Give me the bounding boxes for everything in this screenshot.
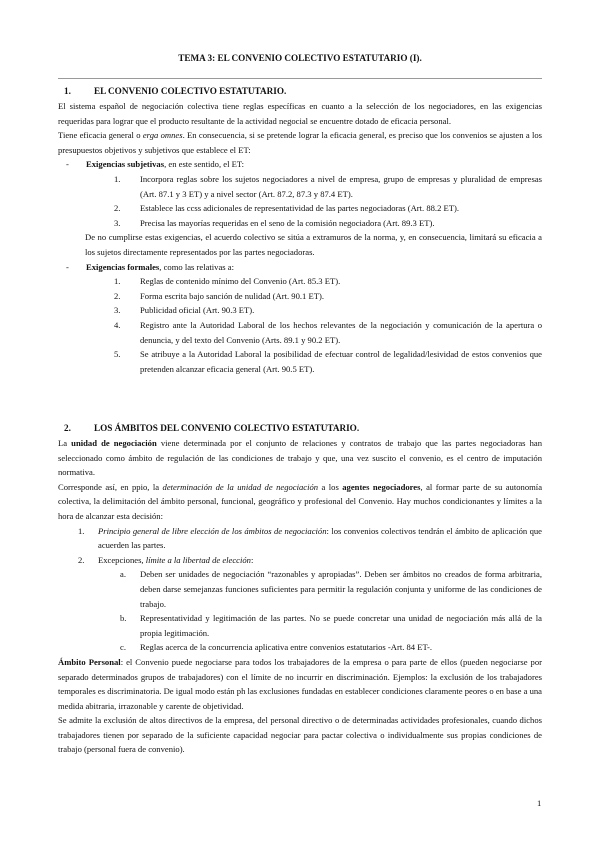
section-1-number: 1. (64, 86, 71, 96)
subjective-item-2: 2. Establece las ccss adicionales de representatividad de las partes negociadoras (Art. 88.2 ET). (114, 203, 460, 214)
s1-paragraph-1: El sistema español de negociación colectiva tiene reglas específicas en cuanto a la selección de los negociadores, en las exigencias requeridas para lograr que el producto resultante de la actividad negocial se encuentre dotado de eficacia personal. (58, 101, 542, 126)
subjective-consequence: De no cumplirse estas exigencias, el acuerdo colectivo se sitúa a extramuros de la norma, y, en consecuencia, limitará su eficacia a los sujetos directamente representados por las partes negociadoras. (85, 232, 542, 257)
limit-item-a: a. Deben ser unidades de negociación “razonables y apropiadas”. Deben ser ámbitos no creados de forma arbitraria, deben darse semejanzas funciones suficientes para permitir la regulación conjunta y uniforme de las condiciones de trabajo. (120, 569, 542, 609)
scope-item-2: 2. Excepciones, límite a la libertad de elección: (78, 554, 254, 565)
scope-item-1: 1. Principio general de libre elección de los ámbitos de negociación: los convenios colectivos tendrán el ámbito de aplicación que acuerden las partes. (78, 525, 542, 551)
exclusion-paragraph: Se admite la exclusión de altos directivos de la empresa, del personal directivo o de determinadas actividades profesionales, cuando dichos trabajadores tienen por separado de la suficiente capacidad negociar para pactar colectiva o individualmente sus propias condiciones de trabajo (personal fuera de convenio). (58, 715, 542, 755)
formal-item-2: 2. Forma escrita bajo sanción de nulidad (Art. 90.1 ET). (114, 290, 324, 301)
title-divider (58, 78, 542, 79)
section-1-body (58, 99, 542, 376)
subjective-item-1: 1. Incorpora reglas sobre los sujetos negociadores a nivel de empresa, grupo de empresas y pluralidad de empresas (Art. 87.1 y 3 ET) y a nivel sector (Art. 87.2, 87.3 y 87.4 ET). (114, 173, 542, 199)
formal-item-5: 5. Se atribuye a la Autoridad Laboral la posibilidad de efectuar control de legalidad/lesividad de estos convenios que pretenden alcanzar eficacia general (Art. 90.5 ET). (114, 349, 542, 374)
subjective-item-3: 3. Precisa las mayorías requeridas en el seno de la comisión negociadora (Art. 89.3 ET). (114, 217, 435, 228)
section-1-heading (58, 84, 542, 99)
page-number: 1 (537, 798, 542, 808)
section-1-title: EL CONVENIO COLECTIVO ESTATUTARIO. (94, 86, 287, 96)
section-2-heading (58, 421, 542, 436)
s1-paragraph-2: Tiene eficacia general o erga omnes. En consecuencia, si se pretende lograr la eficacia general, es preciso que los convenios se ajusten a los presupuestos objetivos y subjetivos que establece el ET: (58, 130, 542, 155)
formal-item-3: 3. Publicidad oficial (Art. 90.3 ET). (114, 305, 255, 316)
dash-formal: - Exigencias formales, como las relativas a: (66, 261, 234, 272)
limit-item-c: c. Reglas acerca de la concurrencia aplicativa entre convenios estatutarios -Art. 84 ET-. (120, 642, 432, 653)
ambito-personal-paragraph: Ámbito Personal: el Convenio puede negociarse para todos los trabajadores de la empresa o para parte de ellos (pueden negociarse por separado determinados grupos de trabajadores) con el límite de no incurrir en discriminación. Ejemplos: la exclusión de los trabajadores temporales es discriminatoria. De igual modo están ph las exclusiones fundadas en establecer condiciones claramente peores o en base a una medida abitraria, irrazonable y carente de objetividad. (58, 656, 542, 711)
document-title: TEMA 3: EL CONVENIO COLECTIVO ESTATUTARIO (I). (178, 53, 422, 63)
section-2-body (58, 436, 542, 757)
formal-item-4: 4. Registro ante la Autoridad Laboral de los hechos relevantes de la negociación y comunicación de la apertura o denuncia, y del texto del Convenio (Arts. 89.1 y 90.2 ET). (114, 319, 542, 345)
section-2-number: 2. (64, 423, 71, 433)
section-2-title: LOS ÁMBITOS DEL CONVENIO COLECTIVO ESTATUTARIO. (94, 423, 360, 433)
s2-paragraph-2: Corresponde así, en ppio, la determinación de la unidad de negociación a los agentes negociadores, al formar parte de su autonomía colectiva, la delimitación del ámbito personal, funcional, geográfico y profesional del Convenio. Hay muchos condicionantes y límites a la hora de alcanzar esta decisión: (58, 481, 543, 521)
s2-paragraph-1: La unidad de negociación viene determinada por el conjunto de relaciones y contratos de trabajo que las partes negociadoras han seleccionado como ámbito de regulación de las condiciones de trabajo y que, una vez suscito el convenio, es el centro de imputación normativa. (58, 438, 542, 478)
formal-item-1: 1. Reglas de contenido mínimo del Convenio (Art. 85.3 ET). (114, 276, 341, 287)
dash-subjective: - Exigencias subjetivas, en este sentido, el ET: (66, 159, 245, 170)
limit-item-b: b. Representatividad y legitimación de las partes. No se puede concretar una unidad de negociación más allá de la propia legitimación. (120, 613, 542, 638)
